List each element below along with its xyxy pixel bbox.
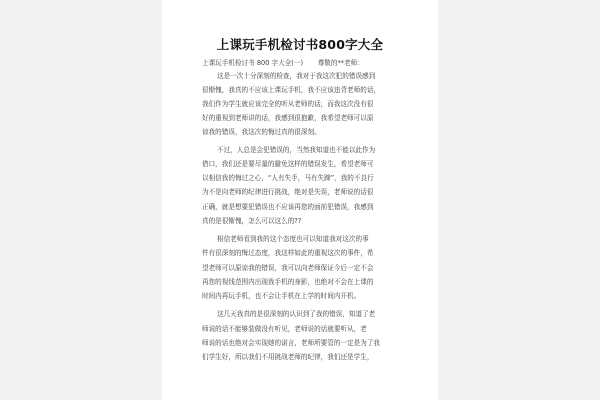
subtitle-line: 上课玩手机检讨书 800 字大全(一) 尊敬的**老师： [202, 59, 364, 67]
paragraph-line: 好的重视到老师讲的话，我感到很抱歉，我希望老师可以原 [202, 114, 374, 122]
paragraph-line: 谅我的错误，我这次的悔过真的很深刻。 [202, 128, 321, 136]
paragraph-line: 为不是向老师的纪律进行挑战，绝对是失误，老师说的话很 [202, 188, 374, 196]
paragraph-line: 真的是很惭愧，怎么可以这么的?? [202, 217, 302, 225]
paragraph-line: 很惭愧，我真的不应该上课玩手机，我不应该违背老师的话， [202, 86, 381, 94]
paragraph-line: 相信老师看到我的这个态度也可以知道我对这次的事 [217, 235, 369, 243]
paragraph-line: 望老师可以原谅我的错误，我可以向老师保证今后一定不会 [202, 264, 374, 272]
paragraph-line: 我们作为学生就应该完全的听从老师的话，而我这次没有很 [202, 100, 374, 108]
paragraph-line: 再您的视线范围内出现我手机的身影，也绝对不会在上课的 [202, 278, 374, 286]
paragraph-line: 时间内再玩手机，也不会让手机在上学的时间内开机。 [202, 292, 361, 300]
paragraph-line: 件有很深刻的悔过态度，我这样如此的重视这次的事件，希 [202, 249, 374, 257]
paragraph-line: 以相信我的悔过之心，“人有失手，马有失蹄”，我的不良行 [202, 174, 374, 182]
paragraph-line: 这几天我真的是很深刻的认识到了我的错误，知道了老 [217, 310, 376, 318]
paragraph-line: 师说的话不能够装做没有听见，老师说的话就要听从，老 [202, 325, 367, 333]
document-title: 上课玩手机检讨书800字大全 [216, 37, 384, 52]
paragraph-line: 这是一次十分深刻的检查，我对于我这次犯的错误感到 [217, 72, 376, 80]
paragraph-line: 师说的话也绝对会实现她的诺言，老师所要管的一定是为了我 [202, 339, 381, 347]
paragraph-line: 们学生好，所以我们不用挑战老师的纪律，我们还是学生， [202, 353, 374, 361]
paragraph-line: 不过，人总是会犯错误的，当然我知道也不能以此作为 [217, 146, 376, 154]
paragraph-line: 借口，我们还是要尽量的避免这样的错误发生，希望老师可 [202, 160, 374, 168]
document-page [162, 0, 438, 400]
paragraph-line: 正确，就是想要犯错误也不应该再您的面前犯错误，我感到 [202, 203, 374, 211]
